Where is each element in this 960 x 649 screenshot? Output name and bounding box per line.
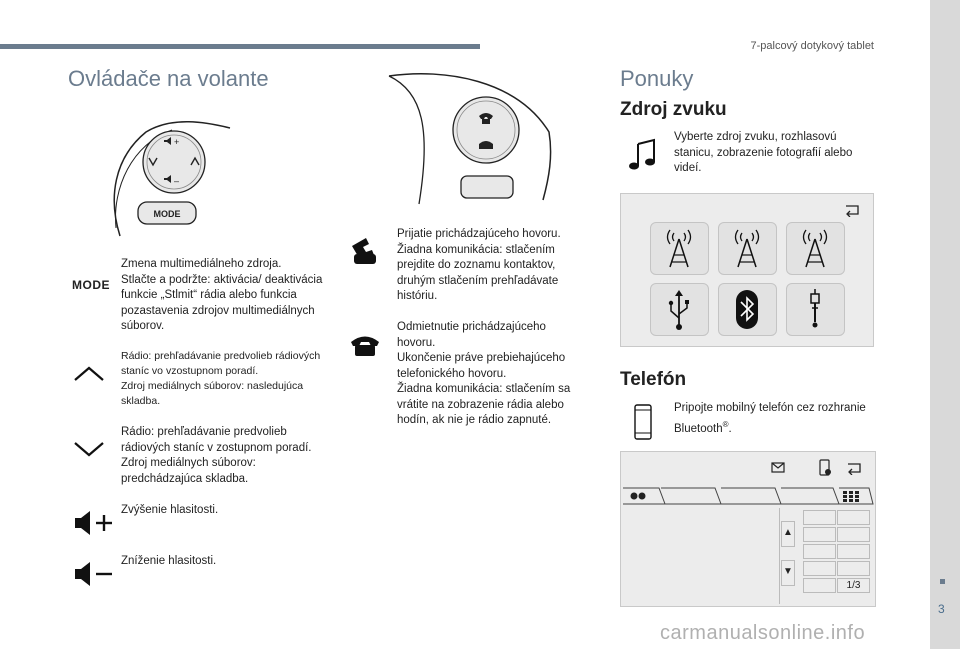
- phone-answer-icon: [348, 236, 382, 266]
- phone-settings-icon[interactable]: [818, 459, 832, 477]
- desc-mode: Zmena multimediálneho zdroja. Stlačte a podržte: aktivácia/ deaktivácia funkcie „Stlmit“ rádia alebo funkcia pozastavenia zdrojov multimediálnych súborov.: [121, 258, 323, 332]
- keypad-key[interactable]: [803, 544, 836, 559]
- volume-up-icon: [72, 510, 116, 536]
- chevron-up-icon: [72, 365, 106, 383]
- desc-audio-source: Vyberte zdroj zvuku, rozhlasovú stanicu, zobrazenie fotografií alebo videí.: [674, 131, 853, 174]
- radio-antenna-icon: [651, 223, 708, 274]
- aux-jack-icon: [787, 284, 844, 335]
- radio-antenna-icon: [787, 223, 844, 274]
- list-divider: [779, 508, 780, 604]
- keypad-key[interactable]: [837, 527, 870, 542]
- volume-down-icon: [72, 561, 116, 587]
- aux-tile[interactable]: [786, 283, 845, 336]
- keypad-key[interactable]: [837, 561, 870, 576]
- mode-text-icon: MODE: [72, 278, 110, 292]
- desc-volume-up: Zvýšenie hlasitosti.: [121, 504, 219, 516]
- steering-right-illustration: [385, 72, 555, 208]
- phone-hangup-icon: [348, 332, 382, 358]
- desc-chevron-up: Rádio: prehľadávanie predvolieb rádiových staníc vo vzostupnom poradí. Zdroj mediálnych súborov: nasledujúca skladba.: [121, 350, 321, 407]
- keypad-key[interactable]: [837, 510, 870, 525]
- music-note-icon: [628, 138, 658, 172]
- desc-chevron-down: Rádio: prehľadávanie predvolieb rádiových staníc v zostupnom poradí. Zdroj mediálnych súborov: predchádzajúca skladba.: [121, 426, 312, 485]
- message-icon[interactable]: [771, 462, 785, 474]
- radio-tile-1[interactable]: [650, 222, 709, 275]
- page-indicator: 1/3: [837, 578, 870, 593]
- desc-phone-hangup: Odmietnutie prichádzajúceho hovoru. Ukončenie práve prebiehajúceho telefonického hovoru. Žiadna komunikácia: stlačením sa vrátite na zobrazenie rádia alebo hodín, ak nie je rádio zapnuté.: [397, 321, 571, 426]
- scroll-down-button[interactable]: ▼: [781, 560, 795, 586]
- radio-tile-3[interactable]: [786, 222, 845, 275]
- desc-volume-down: Zníženie hlasitosti.: [121, 555, 217, 567]
- back-icon[interactable]: [843, 203, 863, 217]
- steering-left-illustration: [106, 118, 236, 240]
- usb-tile[interactable]: [650, 283, 709, 336]
- desc-phone: Pripojte mobilný telefón cez rozhranie Bluetooth®.: [674, 402, 866, 435]
- heading-audio-source: Zdroj zvuku: [620, 99, 727, 120]
- bluetooth-icon: [719, 284, 776, 335]
- usb-icon: [651, 284, 708, 335]
- phone-tab-bar: [621, 486, 875, 506]
- keypad-key[interactable]: [803, 561, 836, 576]
- keypad-key[interactable]: [803, 510, 836, 525]
- keypad-key[interactable]: [803, 578, 836, 593]
- watermark: carmanualsonline.info: [660, 622, 866, 644]
- back-icon[interactable]: [845, 461, 865, 475]
- bluetooth-tile[interactable]: [718, 283, 777, 336]
- header-rule: [0, 44, 480, 49]
- chevron-down-icon: [72, 440, 106, 458]
- desc-phone-answer: Prijatie prichádzajúceho hovoru. Žiadna komunikácia: stlačením prejdite do zoznamu kontaktov, druhým stlačením prehľadávate históriu.: [397, 228, 561, 302]
- keypad-key[interactable]: [837, 544, 870, 559]
- heading-phone: Telefón: [620, 369, 687, 390]
- page-edge-strip: [930, 0, 960, 649]
- running-header: 7-palcový dotykový tablet: [750, 40, 874, 52]
- page-number: 3: [938, 602, 945, 616]
- svg-text:–: –: [174, 176, 180, 186]
- keypad-key[interactable]: [803, 527, 836, 542]
- page-marker: [940, 579, 945, 584]
- scroll-up-button[interactable]: ▲: [781, 521, 795, 547]
- smartphone-icon: [633, 403, 653, 441]
- wheel-mode-label: MODE: [153, 209, 181, 219]
- section-title-menus: Ponuky: [620, 66, 694, 91]
- section-title-steering: Ovládače na volante: [68, 66, 269, 91]
- radio-antenna-icon: [719, 223, 776, 274]
- radio-tile-2[interactable]: [718, 222, 777, 275]
- audio-source-screen: [620, 193, 874, 347]
- phone-screen: [620, 451, 876, 607]
- svg-text:+: +: [174, 137, 180, 147]
